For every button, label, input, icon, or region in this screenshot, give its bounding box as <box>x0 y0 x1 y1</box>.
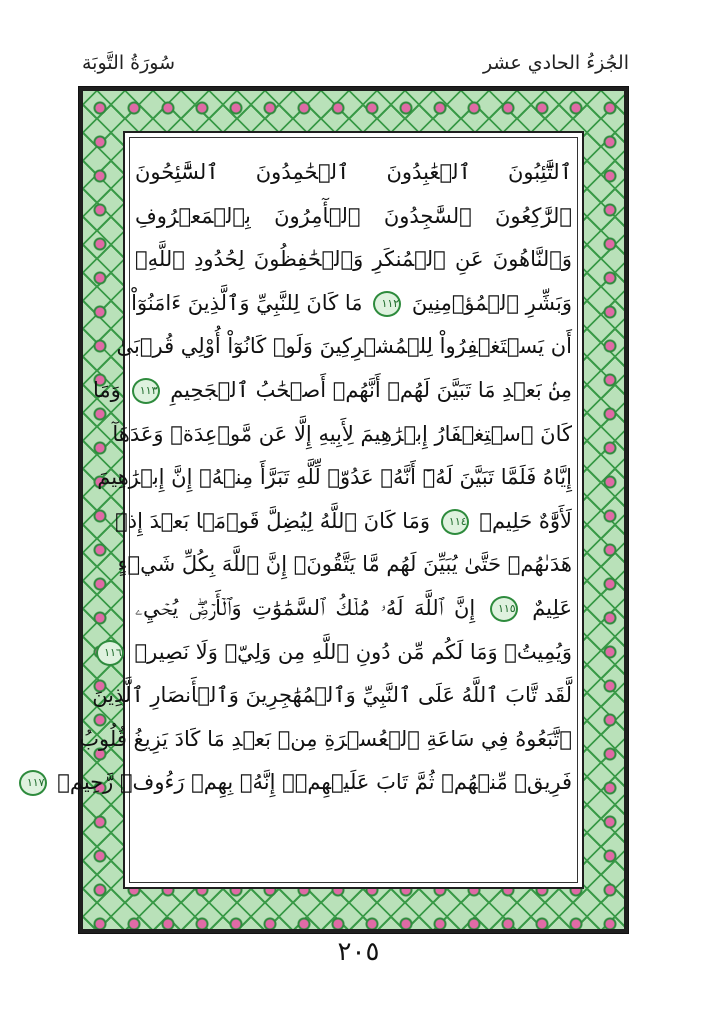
text-line <box>104 631 572 675</box>
text-line <box>116 325 572 369</box>
text-line <box>131 282 572 326</box>
verse-text: وَيُمِيتُۚ وَمَا لَكُم مِّن دُونِ ٱللَّهِ مِن وَلِيّٖ وَلَا نَصِيرٖ <box>134 639 572 664</box>
page-number: ٢٠٥ <box>337 937 380 967</box>
ayah-number-marker: ١١٥ <box>490 596 518 622</box>
verse-text: ٱلرَّٰكِعُونَ ٱلسَّٰجِدُونَ ٱلۡأٓمِرُونَ بِٱلۡمَعۡرُوفِ <box>135 203 572 228</box>
text-line <box>135 238 572 282</box>
verse-text: ٱتَّبَعُوهُ فِي سَاعَةِ ٱلۡعُسۡرَةِ مِنۢ بَعۡدِ مَا كَادَ يَزِيغُ قُلُوبُ <box>79 726 572 751</box>
ayah-number-marker: ١١٤ <box>441 509 469 535</box>
text-line <box>135 195 572 239</box>
verse-text: ٱلتَّٰٓئِبُونَ ٱلۡعَٰبِدُونَ ٱلۡحَٰمِدُونَ ٱلسَّٰٓئِحُونَ <box>135 160 572 184</box>
verse-text: مَا كَانَ لِلنَّبِيِّ وَٱلَّذِينَ ءَامَنُوٓاْ <box>131 290 363 315</box>
verse-lines <box>26 151 572 877</box>
ayah-number-marker: ١١٧ <box>19 770 47 796</box>
verse-text: وَمَا كَانَ ٱللَّهُ لِيُضِلَّ قَوۡمَۢا بَعۡدَ إِذۡ <box>115 508 430 533</box>
ayah-number-marker: ١١٣ <box>132 378 160 404</box>
text-line <box>112 413 572 457</box>
text-line <box>115 500 572 544</box>
verse-text: مِنۢ بَعۡدِ مَا تَبَيَّنَ لَهُمۡ أَنَّهُمۡ أَصۡحَٰبُ ٱلۡجَحِيمِ <box>170 377 572 402</box>
verse-text: لَأَوَّٰهٌ حَلِيمٞ <box>479 508 572 533</box>
text-line <box>79 718 572 762</box>
text-line <box>117 543 572 587</box>
verse-text: لَّقَد تَّابَ ٱللَّهُ عَلَى ٱلنَّبِيِّ وَٱلۡمُهَٰجِرِينَ وَٱلۡأَنصَارِ ٱلَّذِينَ <box>92 683 572 708</box>
verse-text: وَمَا <box>93 377 121 402</box>
verse-text: إِيَّاهُ فَلَمَّا تَبَيَّنَ لَهُۥٓ أَنَّهُۥ عَدُوّٞ لِّلَّهِ تَبَرَّأَ مِنۡهُۚ إِنَّ إِبۡرَٰهِيمَ <box>97 465 572 490</box>
text-line <box>97 456 572 500</box>
juz-name: الجُزءُ الحادي عشر <box>482 52 629 74</box>
ayah-number-marker: ١١٦ <box>96 640 124 666</box>
surah-name: سُورَةُ التَّوبَة <box>82 52 175 74</box>
text-panel <box>26 131 584 889</box>
verse-text: فَرِيقٖ مِّنۡهُمۡ ثُمَّ تَابَ عَلَيۡهِمۡۚ إِنَّهُۥ بِهِمۡ رَءُوفٞ رَّحِيمٞ <box>57 770 572 795</box>
verse-text: هَدَىٰهُمۡ حَتَّىٰ يُبَيِّنَ لَهُم مَّا يَتَّقُونَۚ إِنَّ ٱللَّهَ بِكُلِّ شَيۡءٍ <box>117 552 572 577</box>
ornamental-frame <box>26 86 629 934</box>
text-line <box>135 587 572 631</box>
verse-text: إِنَّ ٱللَّهَ لَهُۥ مُلۡكُ ٱلسَّمَٰوَٰتِ وَٱلۡأَرۡضِۖ يُحۡيِۦ <box>135 595 476 620</box>
ayah-number-marker: ١١٢ <box>373 291 401 317</box>
verse-text: أَن يَسۡتَغۡفِرُواْ لِلۡمُشۡرِكِينَ وَلَوۡ كَانُوٓاْ أُوْلِي قُرۡبَىٰ <box>116 334 572 359</box>
verse-text: وَبَشِّرِ ٱلۡمُؤۡمِنِينَ <box>411 290 572 315</box>
verse-text: كَانَ ٱسۡتِغۡفَارُ إِبۡرَٰهِيمَ لِأَبِيهِ إِلَّا عَن مَّوۡعِدَةٖ وَعَدَهَآ <box>112 421 572 446</box>
text-line <box>26 761 572 805</box>
text-line <box>92 674 572 718</box>
text-line <box>135 151 572 195</box>
verse-text: وَٱلنَّاهُونَ عَنِ ٱلۡمُنكَرِ وَٱلۡحَٰفِظُونَ لِحُدُودِ ٱللَّهِۗ <box>135 247 572 272</box>
text-line <box>93 369 572 413</box>
verse-text: عَلِيمٌ <box>532 595 572 620</box>
